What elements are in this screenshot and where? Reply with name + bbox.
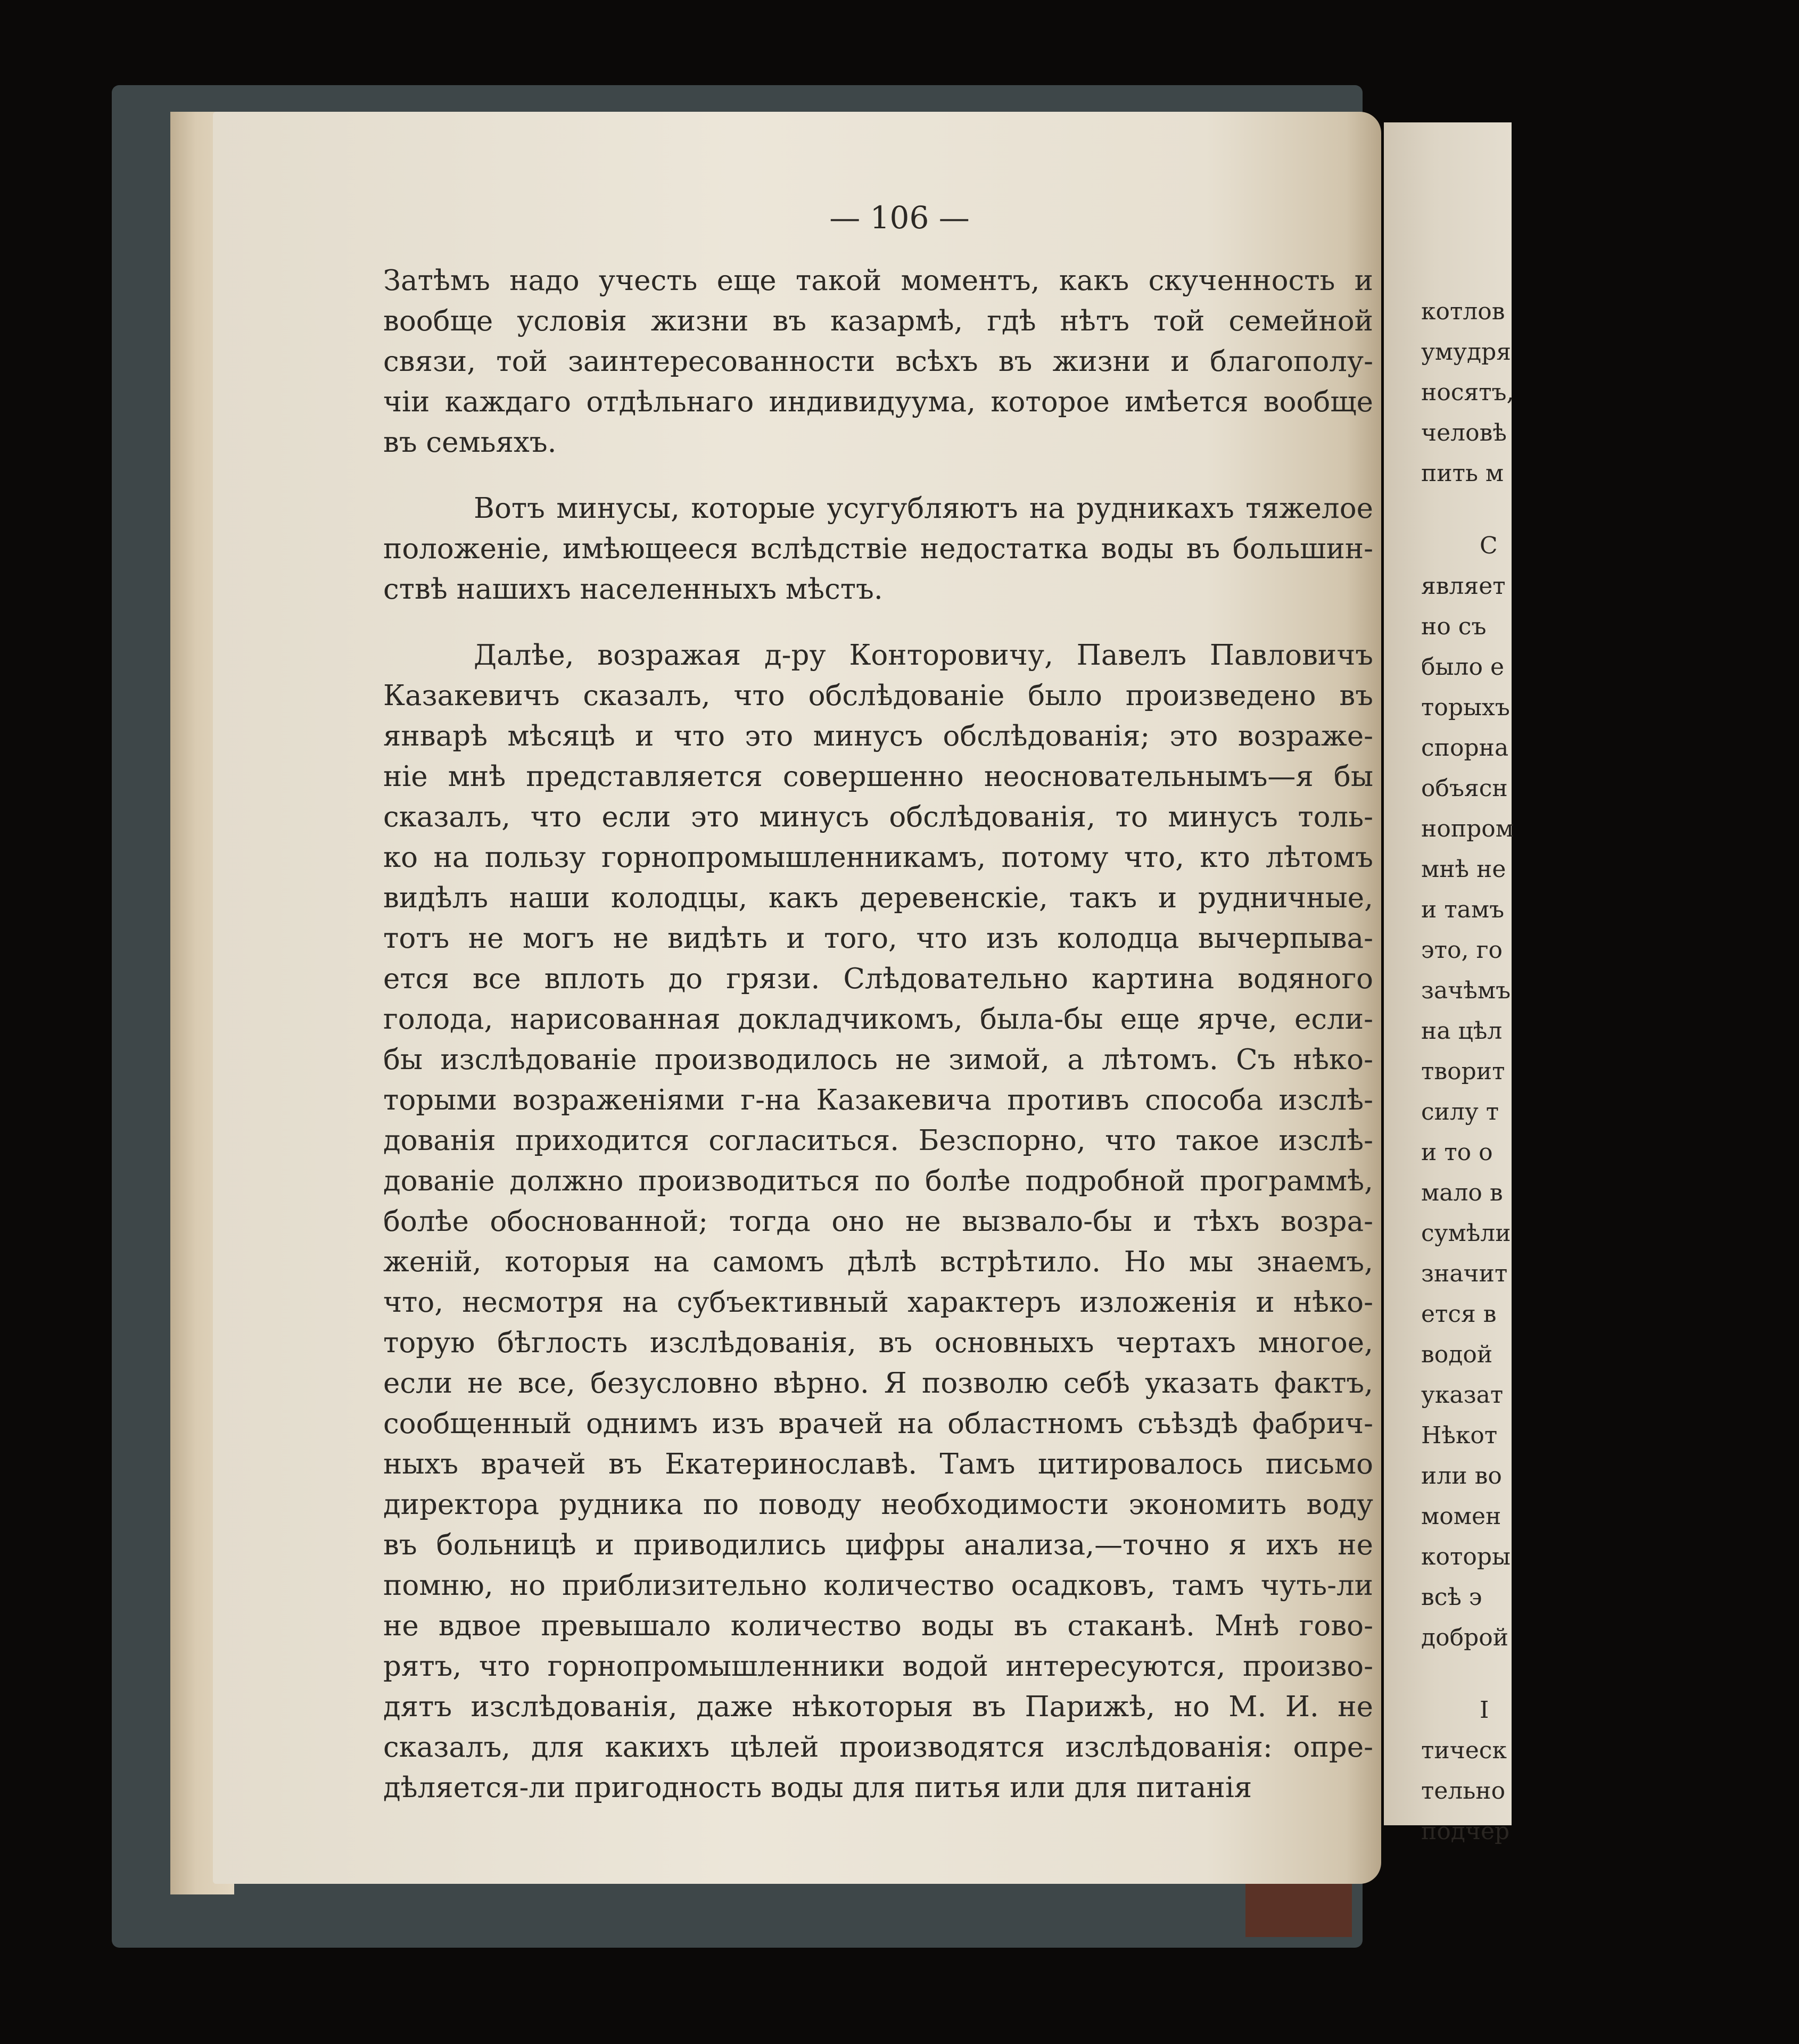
text-line: рятъ, что горнопромышленники водой интересуются, произво- (383, 1650, 1373, 1683)
text-line: дѣляется-ли пригодность воды для питья или для питанія (383, 1772, 1252, 1804)
text-line: ко на пользу горнопромышленникамъ, потому что, кто лѣтомъ (383, 841, 1373, 874)
text-line: январѣ мѣсяцѣ и что это минусъ обслѣдованія; это возраже- (383, 720, 1373, 752)
text-line: тотъ не могъ не видѣть и того, что изъ колодца вычерпыва- (383, 922, 1373, 955)
facing-page-text-fragment: указат (1421, 1381, 1504, 1409)
facing-page-text-fragment: являет (1421, 573, 1506, 600)
facing-page-text-fragment: С (1480, 532, 1498, 559)
facing-page-text-fragment: нопром (1421, 815, 1514, 842)
text-line: не вдвое превышало количество воды въ стаканѣ. Мнѣ гово- (383, 1610, 1373, 1642)
facing-page-text-fragment: момен (1421, 1503, 1501, 1530)
text-line: Вотъ минусы, которые усугубляютъ на рудникахъ тяжелое (474, 492, 1373, 525)
facing-page-text-fragment: спорна (1421, 734, 1509, 762)
text-line: торыми возраженіями г-на Казакевича противъ способа изслѣ- (383, 1084, 1373, 1116)
facing-page-text-fragment: значит (1421, 1260, 1508, 1287)
text-line: директора рудника по поводу необходимости экономить воду (383, 1488, 1373, 1521)
page-number: — 106 — (829, 200, 970, 236)
text-line: ніе мнѣ представляется совершенно неосновательнымъ—я бы (383, 760, 1373, 793)
facing-page-text-fragment: ется в (1421, 1301, 1497, 1328)
text-line: бы изслѣдованіе производилось не зимой, а лѣтомъ. Съ нѣко- (383, 1044, 1373, 1076)
text-line: связи, той заинтересованности всѣхъ въ жизни и благополу- (383, 345, 1373, 378)
text-line: видѣлъ наши колодцы, какъ деревенскіе, такъ и рудничные, (383, 882, 1373, 914)
facing-page-text-fragment: зачѣмъ (1421, 977, 1511, 1004)
text-line: помню, но приблизительно количество осадковъ, тамъ чуть-ли (383, 1569, 1373, 1602)
text-line: сказалъ, для какихъ цѣлей производятся изслѣдованія: опре- (383, 1731, 1373, 1764)
facing-page-text-fragment: всѣ э (1421, 1584, 1482, 1611)
facing-page-text-fragment: тельно (1421, 1777, 1506, 1805)
facing-page-text-fragment: которы (1421, 1543, 1511, 1570)
text-line: Казакевичъ сказалъ, что обслѣдованіе было произведено въ (383, 680, 1373, 712)
facing-page-text-fragment: но съ (1421, 613, 1487, 640)
facing-page-text-fragment: было е (1421, 653, 1504, 681)
text-line: въ семьяхъ. (383, 426, 557, 459)
facing-page-text-fragment: или во (1421, 1462, 1502, 1489)
facing-page-text-fragment: умудря (1421, 338, 1512, 366)
paragraph (383, 489, 1373, 610)
text-line: дованія приходится согласиться. Безспорно, что такое изслѣ- (383, 1124, 1373, 1157)
facing-page-text-fragment: котлов (1421, 298, 1505, 325)
facing-page (1384, 122, 1514, 1845)
facing-page-text-fragment: пить м (1421, 460, 1504, 487)
facing-page-text-fragment: торыхъ (1421, 694, 1510, 721)
facing-page-text-fragment: объясн (1421, 775, 1508, 802)
text-line: дованіе должно производиться по болѣе подробной программѣ, (383, 1165, 1373, 1197)
text-line: сообщенный однимъ изъ врачей на областномъ съѣздѣ фабрич- (383, 1408, 1373, 1440)
text-line: Далѣе, возражая д-ру Конторовичу, Павелъ Павловичъ (474, 639, 1373, 672)
paragraph (383, 261, 1373, 463)
facing-page-text-fragment: доброй (1421, 1624, 1509, 1651)
text-line: положеніе, имѣющееся вслѣдствіе недостатка воды въ большин- (383, 533, 1373, 565)
text-line: Затѣмъ надо учесть еще такой моментъ, какъ скученность и (383, 264, 1373, 297)
facing-page-text-fragment: водой (1421, 1341, 1493, 1368)
text-line: ется все вплоть до грязи. Слѣдовательно картина водяного (383, 963, 1373, 995)
text-line: дятъ изслѣдованія, даже нѣкоторыя въ Парижѣ, но М. И. не (383, 1691, 1373, 1723)
text-line: чіи каждаго отдѣльнаго индивидуума, которое имѣется вообще (383, 386, 1373, 418)
facing-page-text-fragment: силу т (1421, 1098, 1499, 1126)
facing-page-text-fragment: человѣ (1421, 419, 1507, 446)
facing-page-text-fragment: Нѣкот (1421, 1422, 1498, 1449)
text-line: если не все, безусловно вѣрно. Я позволю себѣ указать фактъ, (383, 1367, 1373, 1400)
paragraph-gap (383, 463, 1373, 489)
text-line: ствѣ нашихъ населенныхъ мѣстъ. (383, 573, 883, 606)
facing-page-text-fragment: носятъ, (1421, 379, 1514, 406)
text-line: сказалъ, что если это минусъ обслѣдованія, то минусъ толь- (383, 801, 1373, 833)
facing-page-text-fragment: тическ (1421, 1737, 1507, 1764)
page-body-text (383, 261, 1373, 1808)
text-line: что, несмотря на субъективный характеръ изложенія и нѣко- (383, 1286, 1373, 1319)
text-line: болѣе обоснованной; тогда оно не вызвало-бы и тѣхъ возра- (383, 1205, 1373, 1238)
facing-page-text-fragment: на цѣл (1421, 1017, 1503, 1045)
facing-page-text-fragment: сумѣли (1421, 1220, 1511, 1247)
facing-page-text-fragment: и то о (1421, 1139, 1493, 1166)
text-line: ныхъ врачей въ Екатеринославѣ. Тамъ цитировалось письмо (383, 1448, 1373, 1480)
facing-page-text-fragment: мнѣ не (1421, 856, 1506, 883)
facing-page-text-fragment: творит (1421, 1058, 1505, 1085)
facing-page-text-fragment: подчер (1421, 1818, 1510, 1845)
text-line: торую бѣглость изслѣдованія, въ основныхъ чертахъ многое, (383, 1327, 1373, 1359)
paragraph-gap (383, 610, 1373, 635)
facing-page-text-fragment: и тамъ (1421, 896, 1505, 923)
paragraph (383, 635, 1373, 1808)
text-line: вообще условія жизни въ казармѣ, гдѣ нѣтъ той семейной (383, 305, 1373, 337)
text-line: голода, нарисованная докладчикомъ, была-бы еще ярче, если- (383, 1003, 1373, 1036)
text-line: въ больницѣ и приводились цифры анализа,—точно я ихъ не (383, 1529, 1373, 1561)
facing-page-text-fragment: это, го (1421, 937, 1503, 964)
facing-page-text-fragment: мало в (1421, 1179, 1503, 1206)
facing-page-text-fragment: I (1480, 1697, 1489, 1724)
text-line: женій, которыя на самомъ дѣлѣ встрѣтило. Но мы знаемъ, (383, 1246, 1373, 1278)
